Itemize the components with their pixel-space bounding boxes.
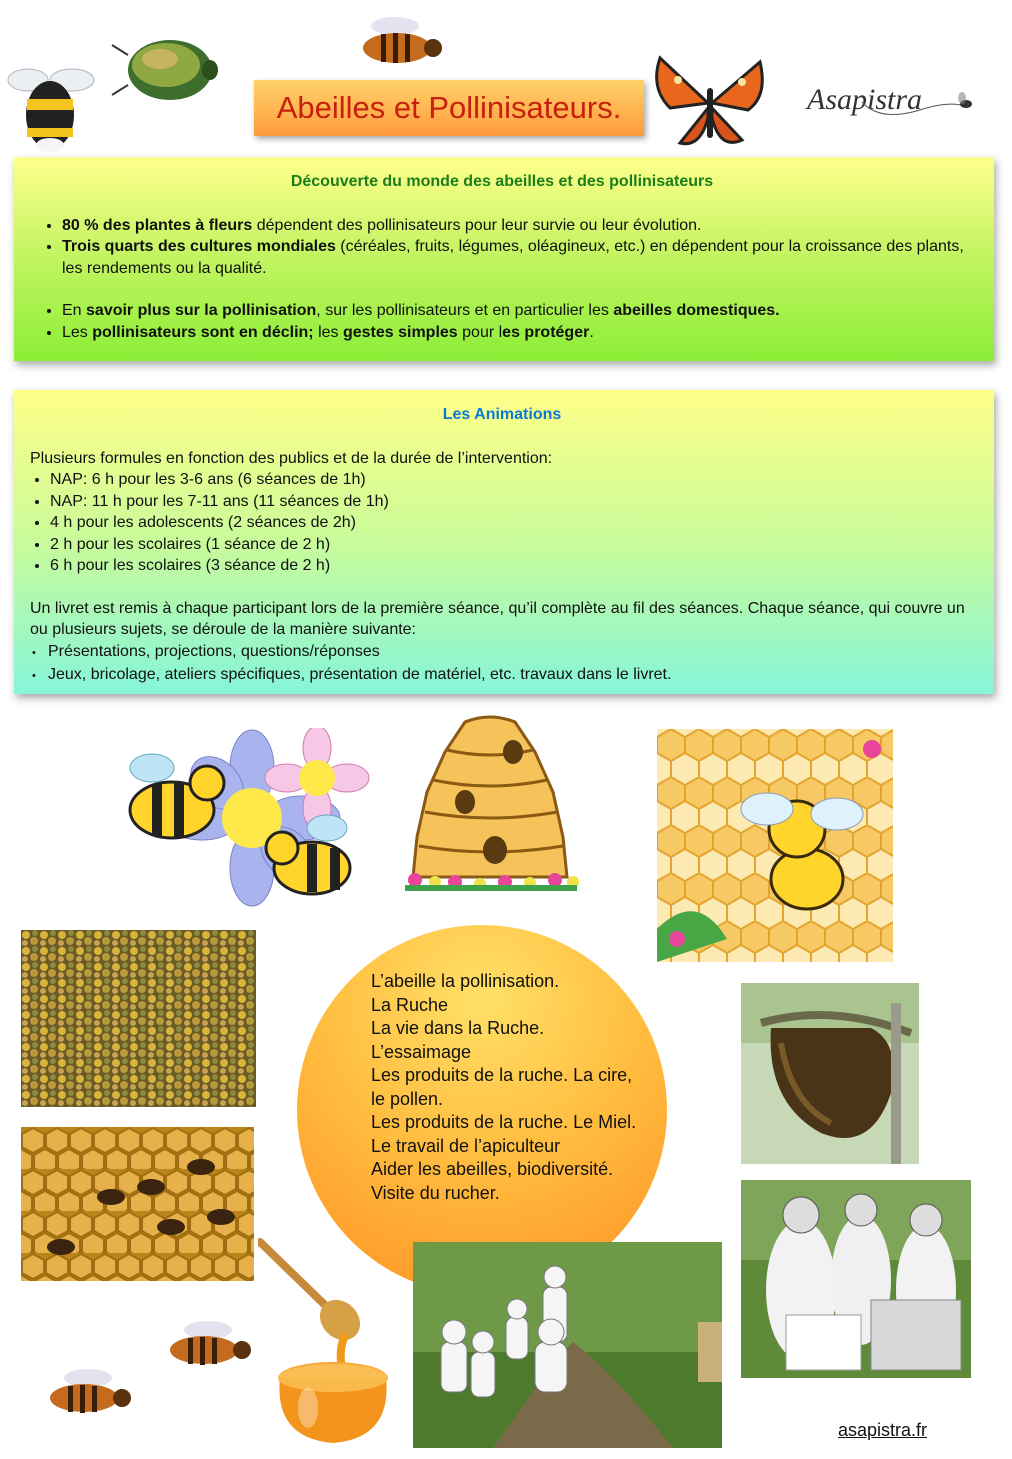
list-item: • NAP: 11 h pour les 7-11 ans (11 séances de 1h) xyxy=(50,491,974,513)
bee-swarm-photo xyxy=(741,983,919,1164)
list-item: • Trois quarts des cultures mondiales (céréales, fruits, légumes, oléagineux, etc.) en dépendent pour la croissance des plants, les rendements ou la qualité. xyxy=(62,236,974,279)
list-item: L’essaimage xyxy=(371,1041,472,1062)
animations-paragraph: Un livret est remis à chaque participant lors de la première séance, qu’il complète au fil des séances. Chaque séance, qui couvre un ou plusieurs sujets, se déroule de la manière suivante: xyxy=(30,599,965,638)
cartoon-bee-honeycomb xyxy=(657,729,893,962)
list-item: Visite du rucher. xyxy=(371,1182,500,1203)
animations-panel xyxy=(14,390,994,694)
cartoon-beehive xyxy=(395,712,585,897)
honeycomb-bees-photo xyxy=(21,1127,254,1281)
activities-list xyxy=(30,641,974,688)
honeybee-illustration xyxy=(40,1366,135,1426)
discovery-heading: Découverte du monde des abeilles et des pollinisateurs xyxy=(290,173,714,190)
logo: Asapistra xyxy=(807,83,923,116)
page-title: Abeilles et Pollinisateurs. xyxy=(254,80,644,136)
discovery-panel xyxy=(14,157,994,361)
topics-list xyxy=(371,970,641,1205)
honey-dipper-jar xyxy=(258,1238,408,1448)
bumblebee-illustration xyxy=(0,55,100,155)
website-link[interactable]: asapistra.fr xyxy=(838,1420,928,1440)
honeybee-illustration xyxy=(160,1318,255,1378)
list-item: Le travail de l’apiculteur xyxy=(371,1135,561,1156)
list-item: Aider les abeilles, biodiversité. xyxy=(371,1159,614,1179)
animations-intro: Plusieurs formules en fonction des publics et de la durée de l’intervention: xyxy=(30,449,553,467)
list-item: • 4 h pour les adolescents (2 séances de 2h) xyxy=(50,512,974,534)
discovery-list xyxy=(30,215,974,280)
cartoon-bees-flowers xyxy=(112,728,377,913)
logo-bee-icon xyxy=(860,82,980,132)
list-item: Les produits de la ruche. La cire, le pollen. xyxy=(371,1065,633,1109)
animations-heading: Les Animations xyxy=(442,406,562,423)
list-item: • Les pollinisateurs sont en déclin; les gestes simples pour les protéger. xyxy=(62,322,974,344)
list-item: • 2 h pour les scolaires (1 séance de 2 h) xyxy=(50,534,974,556)
list-item: • 6 h pour les scolaires (3 séance de 2 h) xyxy=(50,555,974,577)
list-item: • 80 % des plantes à fleurs dépendent des pollinisateurs pour leur survie ou leur évolution. xyxy=(62,215,974,237)
list-item: • En savoir plus sur la pollinisation, sur les pollinisateurs et en particulier les abeilles domestiques. xyxy=(62,300,974,322)
list-item: La vie dans la Ruche. xyxy=(371,1018,545,1038)
beekeepers-photo xyxy=(741,1180,971,1378)
list-item: • Présentations, projections, questions/réponses xyxy=(30,641,974,665)
children-apiary-photo xyxy=(413,1242,722,1448)
green-beetle-photo xyxy=(108,25,218,115)
butterfly-illustration xyxy=(650,48,770,158)
list-item: La Ruche xyxy=(371,994,449,1015)
list-item: Les produits de la ruche. Le Miel. xyxy=(371,1112,637,1132)
discovery-list-2 xyxy=(30,300,974,343)
formulas-list xyxy=(30,469,974,577)
list-item: • Jeux, bricolage, ateliers spécifiques, présentation de matériel, etc. travaux dans le livret. xyxy=(30,664,974,688)
list-item: • NAP: 6 h pour les 3-6 ans (6 séances de 1h) xyxy=(50,469,974,491)
honeybee-illustration xyxy=(353,12,448,77)
list-item: L’abeille la pollinisation. xyxy=(371,971,560,991)
pollen-grains-photo xyxy=(21,930,256,1107)
